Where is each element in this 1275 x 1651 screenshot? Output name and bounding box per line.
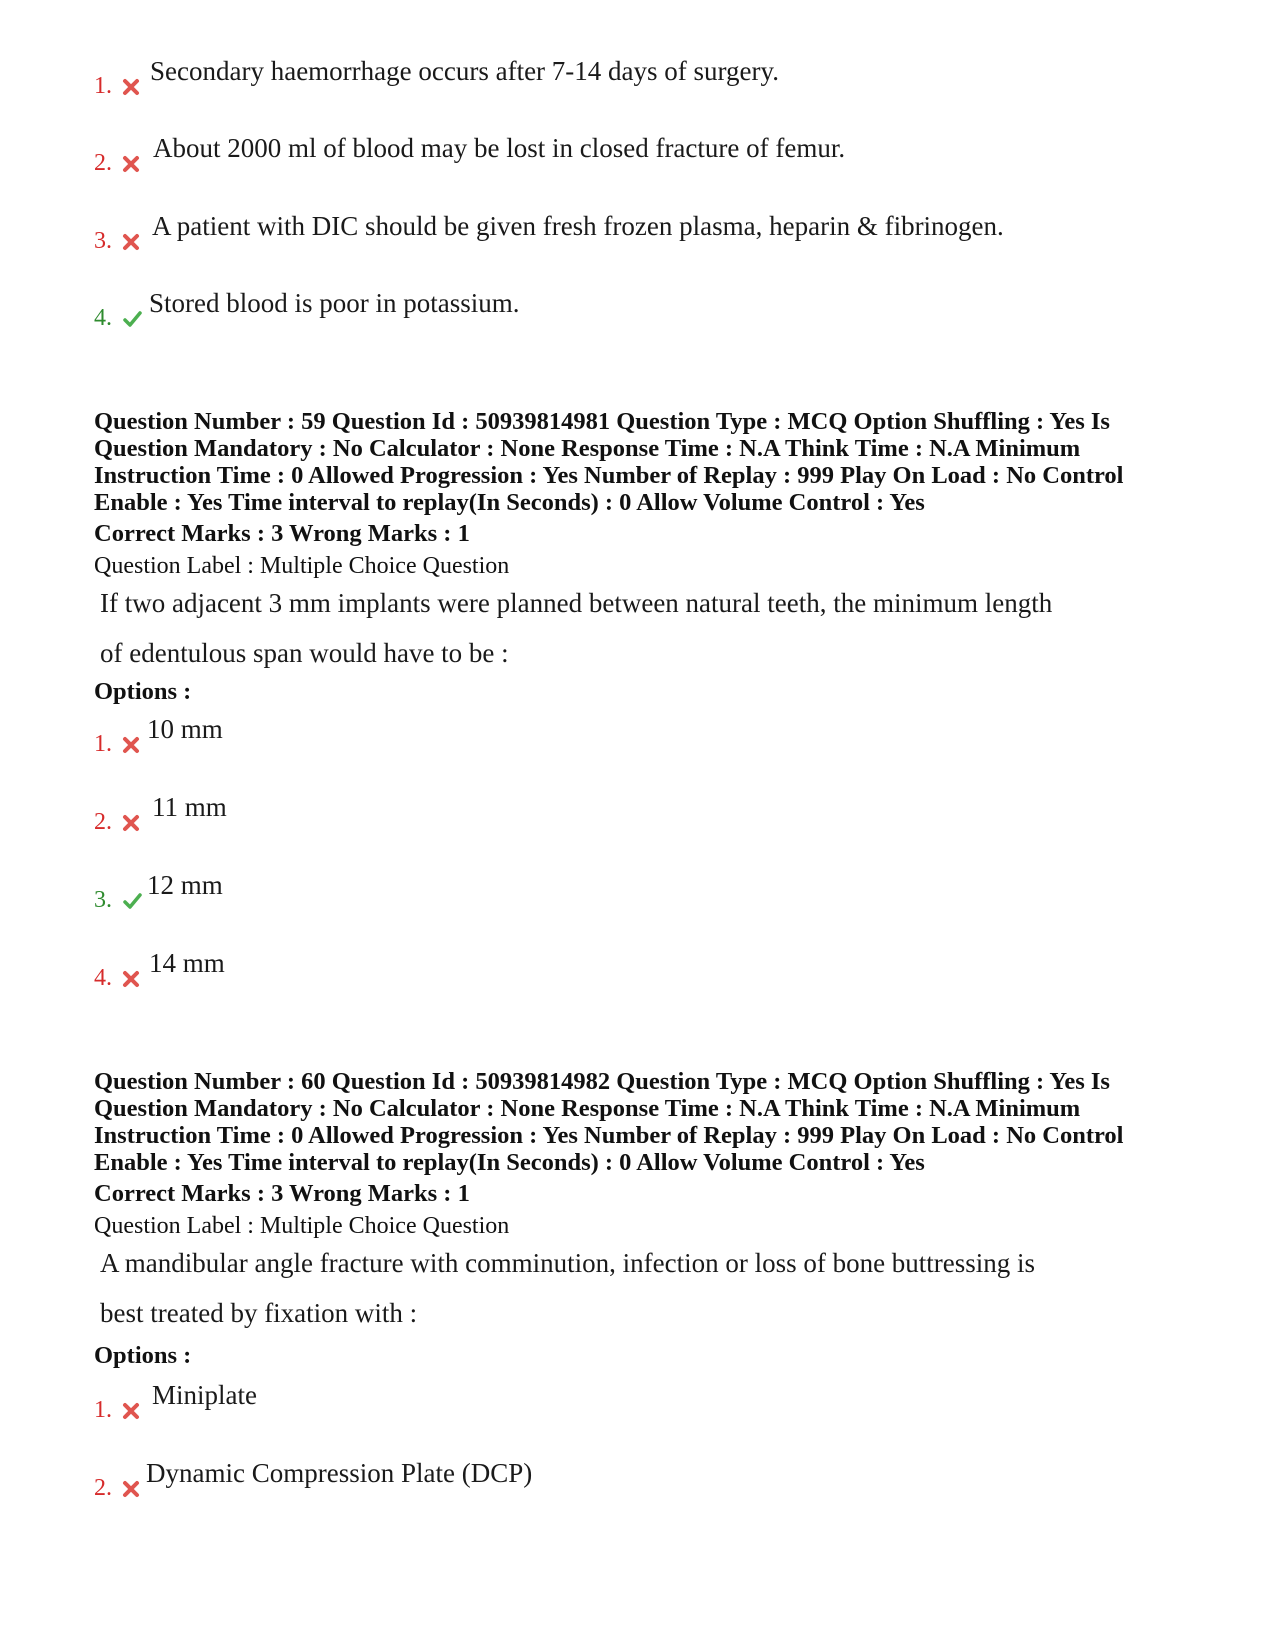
wrong-cross-icon [122, 814, 140, 832]
option-text: 14 mm [149, 948, 225, 978]
option-number: 4. [94, 305, 112, 331]
question-60-marks: Correct Marks : 3 Wrong Marks : 1 [94, 1180, 470, 1207]
question-59-text-line1: If two adjacent 3 mm implants were planned between natural teeth, the minimum length [100, 588, 1053, 618]
question-59-marks: Correct Marks : 3 Wrong Marks : 1 [94, 520, 470, 547]
q59-option-3 [94, 872, 1194, 912]
option-number: 1. [94, 731, 112, 757]
wrong-cross-icon [122, 736, 140, 754]
option-text: 10 mm [147, 714, 223, 744]
question-60-options-label: Options : [94, 1342, 192, 1369]
wrong-cross-icon [122, 970, 140, 988]
q59-option-1 [94, 716, 1194, 756]
wrong-cross-icon [122, 233, 140, 251]
option-number: 3. [94, 228, 112, 254]
question-60-meta: Question Number : 60 Question Id : 50939814982 Question Type : MCQ Option Shuffling : Yes Is Question Mandatory : No Calculator : None Response Time : N.A Think Time : N.A Minimum Instruction Time : 0 Allowed Progression : Yes Number of Replay : 999 Play On Load : No Control Enable : Yes Time interval to replay(In Seconds) : 0 Allow Volume Control : Yes [94, 1068, 1124, 1176]
option-number: 2. [94, 809, 112, 835]
prev-option-2 [94, 135, 1194, 175]
q60-option-2 [94, 1460, 1194, 1500]
correct-check-icon [120, 892, 144, 910]
option-number: 3. [94, 887, 112, 913]
option-text: 11 mm [152, 792, 227, 822]
question-59-options-label: Options : [94, 678, 192, 705]
prev-option-4 [94, 290, 1194, 330]
q59-option-2 [94, 794, 1194, 834]
option-number: 1. [94, 1397, 112, 1423]
option-number: 4. [94, 965, 112, 991]
prev-option-3 [94, 213, 1194, 253]
question-60-text-line1: A mandibular angle fracture with comminution, infection or loss of bone buttressing is [100, 1248, 1036, 1278]
question-59-meta: Question Number : 59 Question Id : 50939814981 Question Type : MCQ Option Shuffling : Yes Is Question Mandatory : No Calculator : None Response Time : N.A Think Time : N.A Minimum Instruction Time : 0 Allowed Progression : Yes Number of Replay : 999 Play On Load : No Control Enable : Yes Time interval to replay(In Seconds) : 0 Allow Volume Control : Yes [94, 408, 1124, 516]
question-59-label: Question Label : Multiple Choice Question [94, 553, 510, 579]
option-text: Secondary haemorrhage occurs after 7-14 days of surgery. [150, 56, 780, 86]
q59-option-4 [94, 950, 1194, 990]
wrong-cross-icon [122, 155, 140, 173]
prev-option-1 [94, 58, 1194, 98]
wrong-cross-icon [122, 78, 140, 96]
q60-option-1 [94, 1382, 1194, 1422]
wrong-cross-icon [122, 1480, 140, 1498]
option-number: 1. [94, 73, 112, 99]
option-text: Dynamic Compression Plate (DCP) [146, 1458, 533, 1488]
question-60-text-line2: best treated by fixation with : [100, 1298, 418, 1328]
option-text: A patient with DIC should be given fresh frozen plasma, heparin & fibrinogen. [152, 211, 1004, 241]
option-number: 2. [94, 150, 112, 176]
option-text: 12 mm [147, 870, 223, 900]
option-text: Stored blood is poor in potassium. [149, 288, 520, 318]
option-text: Miniplate [152, 1380, 257, 1410]
wrong-cross-icon [122, 1402, 140, 1420]
option-text: About 2000 ml of blood may be lost in closed fracture of femur. [153, 133, 846, 163]
correct-check-icon [120, 310, 144, 328]
option-number: 2. [94, 1475, 112, 1501]
question-60-label: Question Label : Multiple Choice Question [94, 1213, 510, 1239]
question-59-text-line2: of edentulous span would have to be : [100, 638, 509, 668]
